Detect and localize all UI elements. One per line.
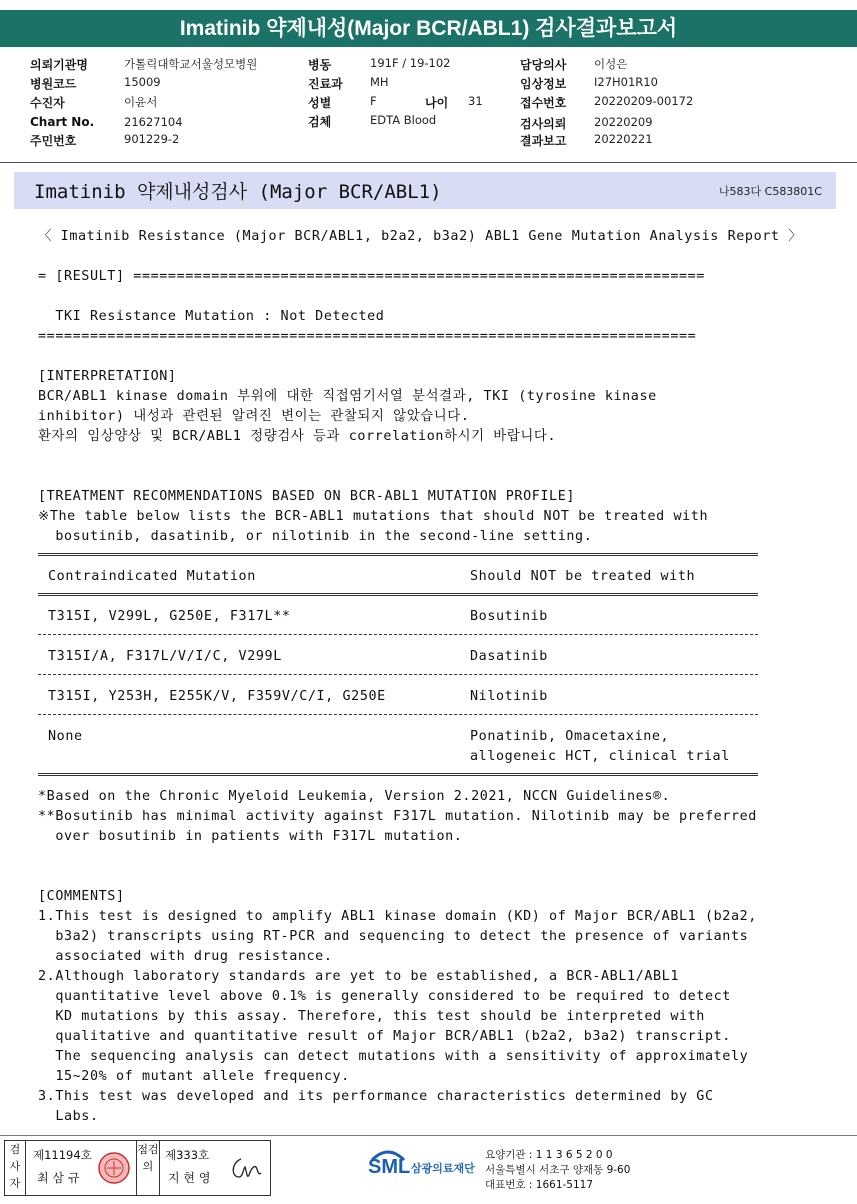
- comment-line: b3a2) transcripts using RT-PCR and sequencing to detect the presence of variants: [38, 929, 749, 944]
- label-sex: 성별: [308, 96, 332, 110]
- label-receipt-no: 접수번호: [520, 96, 567, 110]
- label-report-date: 결과보고: [520, 134, 567, 148]
- treatment-line: ※The table below lists the BCR-ABL1 mutations that should NOT be treated with: [38, 509, 709, 524]
- section-title: Imatinib 약제내성검사 (Major BCR/ABL1): [34, 181, 442, 203]
- divider-eq: ============================================================================: [38, 329, 697, 344]
- value-resident-no: 901229-2: [124, 132, 180, 146]
- label-patient: 수진자: [30, 96, 65, 110]
- seal-icon: [97, 1151, 131, 1185]
- label-request-date: 검사의뢰: [520, 117, 567, 131]
- comments-header: [COMMENTS]: [38, 889, 125, 904]
- table-rule: [38, 553, 758, 556]
- lab-phone: 대표번호 : 1661-5117: [485, 1179, 594, 1191]
- label-clinical-info: 임상정보: [520, 77, 567, 91]
- interpretation-header: [INTERPRETATION]: [38, 369, 177, 384]
- table-cell-mutation: None: [48, 729, 83, 744]
- label-doctor: 담당의사: [520, 58, 567, 72]
- label-department: 진료과: [308, 77, 343, 91]
- value-report-date: 20220221: [594, 132, 653, 146]
- comment-line: quantitative level above 0.1% is generally considered to be required to detect: [38, 989, 731, 1004]
- table-cell-drug: Nilotinib: [470, 689, 548, 704]
- table-rule: [38, 593, 758, 596]
- interpretation-line: inhibitor) 내성과 관련된 알려진 변이는 관찰되지 않았습니다.: [38, 409, 470, 424]
- comment-line: 3.This test was developed and its performance characteristics determined by GC: [38, 1089, 714, 1104]
- table-header-drug: Should NOT be treated with: [470, 569, 696, 584]
- label-institution: 의뢰기관명: [30, 58, 88, 72]
- value-chart-no: 21627104: [124, 115, 183, 129]
- comment-line: Labs.: [38, 1109, 99, 1124]
- footer-divider: [0, 1135, 857, 1136]
- report-title: Imatinib 약제내성(Major BCR/ABL1) 검사결과보고서: [0, 10, 857, 47]
- value-sex: F: [370, 94, 377, 108]
- value-clinical-info: I27H01R10: [594, 75, 658, 89]
- lab-address: 서울특별시 서초구 양재동 9-60: [485, 1164, 631, 1176]
- label-age: 나이: [425, 96, 449, 110]
- table-rule: [38, 773, 758, 776]
- checker-number: 제333호: [165, 1148, 210, 1162]
- patient-header: [0, 52, 857, 163]
- value-ward: 191F / 19-102: [370, 56, 451, 70]
- table-cell-drug: Ponatinib, Omacetaxine,: [470, 729, 670, 744]
- interpretation-line: 환자의 임상양상 및 BCR/ABL1 정량검사 등과 correlation하시기 바랍니다.: [38, 429, 557, 444]
- footnote: **Bosutinib has minimal activity against F317L mutation. Nilotinib may be preferred: [38, 809, 757, 824]
- table-rule: [38, 674, 758, 675]
- result-header: = [RESULT] ==================================================================: [38, 269, 705, 284]
- table-cell-mutation: T315I, V299L, G250E, F317L**: [48, 609, 291, 624]
- value-specimen: EDTA Blood: [370, 113, 437, 127]
- label-hospital-code: 병원코드: [30, 77, 77, 91]
- footnote: over bosutinib in patients with F317L mutation.: [38, 829, 463, 844]
- value-department: MH: [370, 75, 389, 89]
- examiner-number: 제11194호: [33, 1148, 92, 1162]
- label-specimen: 검체: [308, 115, 332, 129]
- table-cell-mutation: T315I/A, F317L/V/I/C, V299L: [48, 649, 282, 664]
- checker-name: 지 현 영: [168, 1171, 211, 1185]
- comment-line: 1.This test is designed to amplify ABL1 kinase domain (KD) of Major BCR/ABL1 (b2a2,: [38, 909, 757, 924]
- table-cell-drug: allogeneic HCT, clinical trial: [470, 749, 730, 764]
- lab-code: 요양기관 : 1 1 3 6 5 2 0 0: [485, 1149, 613, 1161]
- value-age: 31: [468, 94, 483, 108]
- treatment-line: bosutinib, dasatinib, or nilotinib in the second-line setting.: [38, 529, 593, 544]
- comment-line: 2.Although laboratory standards are yet to be established, a BCR-ABL1/ABL1: [38, 969, 679, 984]
- examiner-name: 최 삼 규: [37, 1171, 80, 1185]
- comment-line: qualitative and quantitative result of Major BCR/ABL1 (b2a2, b3a2) transcript.: [38, 1029, 731, 1044]
- label-resident-no: 주민번호: [30, 134, 77, 148]
- treatment-header: [TREATMENT RECOMMENDATIONS BASED ON BCR-ABL1 MUTATION PROFILE]: [38, 489, 576, 504]
- result-line: TKI Resistance Mutation : Not Detected: [38, 309, 385, 324]
- value-hospital-code: 15009: [124, 75, 161, 89]
- organization-name: 삼광의료재단: [411, 1162, 475, 1175]
- value-patient: 이윤서: [124, 95, 158, 109]
- table-rule: [38, 634, 758, 635]
- signature-box: [4, 1140, 271, 1196]
- label-chart-no: Chart No.: [30, 115, 95, 129]
- section-code: 나583다 C583801C: [718, 185, 822, 198]
- signature-icon: [227, 1153, 263, 1183]
- value-institution: 가톨릭대학교서울성모병원: [124, 57, 258, 71]
- report-subtitle: 〈 Imatinib Resistance (Major BCR/ABL1, b2a2, b3a2) ABL1 Gene Mutation Analysis Report 〉: [38, 229, 803, 244]
- table-cell-drug: Dasatinib: [470, 649, 548, 664]
- examiner-label: 검사자: [5, 1141, 26, 1195]
- table-rule: [38, 714, 758, 715]
- value-receipt-no: 20220209-00172: [594, 94, 694, 108]
- value-request-date: 20220209: [594, 115, 653, 129]
- comment-line: The sequencing analysis can detect mutations with a sensitivity of approximately: [38, 1049, 749, 1064]
- interpretation-line: BCR/ABL1 kinase domain 부위에 대한 직접염기서열 분석결과, TKI (tyrosine kinase: [38, 389, 657, 404]
- comment-line: 15~20% of mutant allele frequency.: [38, 1069, 350, 1084]
- table-header-mutation: Contraindicated Mutation: [48, 569, 256, 584]
- table-cell-drug: Bosutinib: [470, 609, 548, 624]
- footnote: *Based on the Chronic Myeloid Leukemia, Version 2.2021, NCCN Guidelines®.: [38, 789, 671, 804]
- section-bar: [14, 172, 836, 209]
- table-cell-mutation: T315I, Y253H, E255K/V, F359V/C/I, G250E: [48, 689, 386, 704]
- label-ward: 병동: [308, 58, 332, 72]
- checker-label: 점검의: [136, 1141, 160, 1195]
- comment-line: associated with drug resistance.: [38, 949, 333, 964]
- logo-text: SML: [368, 1156, 411, 1178]
- value-doctor: 이성은: [594, 57, 628, 71]
- comment-line: KD mutations by this assay. Therefore, this test should be interpreted with: [38, 1009, 705, 1024]
